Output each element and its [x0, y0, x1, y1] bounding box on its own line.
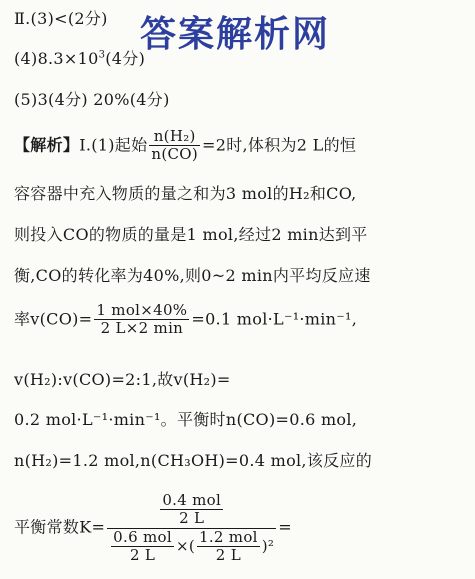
k-close: )²: [261, 536, 275, 555]
k-text-a: 平衡常数K=: [14, 517, 106, 537]
rate-fraction: [94, 302, 189, 338]
rate-numerator: 1 mol×40%: [96, 301, 188, 319]
k-num-fraction: [160, 492, 223, 528]
k-denominator: [107, 529, 276, 565]
k-den2-num: 1.2 mol: [198, 527, 258, 546]
k-fraction: [107, 492, 276, 564]
k-den2-den: 2 L: [215, 545, 241, 564]
rate-text-a: 率v(CO)=: [14, 309, 93, 329]
analysis-tag: 【解析】: [14, 135, 80, 155]
ratio-denominator: n(CO): [151, 145, 199, 164]
k-den2-fraction: [197, 529, 260, 565]
answer-2-text: (4)8.3×10: [14, 49, 99, 68]
k-text-b: =: [278, 517, 292, 537]
rate-denominator: 2 L×2 min: [100, 319, 184, 338]
analysis-line-2: 容容器中充入物质的量之和为3 mol的H₂和CO,: [14, 184, 357, 203]
analysis-line-3: 则投入CO的物质的量是1 mol,经过2 min达到平: [14, 225, 368, 244]
k-den1-den: 2 L: [129, 545, 156, 564]
answer-line-1: Ⅱ.(3)<(2分): [14, 9, 108, 28]
ratio-fraction: [149, 128, 200, 164]
answer-2-score: (4分): [105, 49, 146, 68]
analysis-1-text-a: Ⅰ.(1)起始: [79, 135, 148, 155]
analysis-line-8: n(H₂)=1.2 mol,n(CH₃OH)=0.4 mol,该反应的: [14, 451, 373, 470]
k-times: ×(: [175, 536, 195, 555]
answer-line-2: [14, 46, 145, 69]
answer-2-exponent: 3: [98, 49, 106, 61]
answer-line-3: (5)3(4分) 20%(4分): [14, 90, 170, 109]
analysis-line-6: v(H₂):v(CO)=2:1,故v(H₂)=: [14, 370, 231, 389]
k-den1-num: 0.6 mol: [113, 527, 172, 546]
analysis-line-5: [14, 302, 357, 338]
rate-text-b: =0.1 mol·L⁻¹·min⁻¹,: [191, 309, 358, 329]
ratio-numerator: n(H₂): [149, 128, 200, 146]
analysis-line-7: 0.2 mol·L⁻¹·min⁻¹。平衡时n(CO)=0.6 mol,: [14, 410, 358, 429]
analysis-1-text-b: =2时,体积为2 L的恒: [202, 135, 357, 155]
k-den1-fraction: [111, 529, 174, 565]
watermark-text: 答案解析网: [140, 14, 331, 55]
k-num-den: 2 L: [179, 509, 205, 528]
analysis-line-9: [14, 492, 292, 564]
analysis-line-1: [14, 128, 356, 164]
k-numerator: [107, 492, 276, 529]
analysis-line-4: 衡,CO的转化率为40%,则0~2 min内平均反应速: [14, 266, 371, 285]
k-num-num: 0.4 mol: [162, 491, 222, 509]
